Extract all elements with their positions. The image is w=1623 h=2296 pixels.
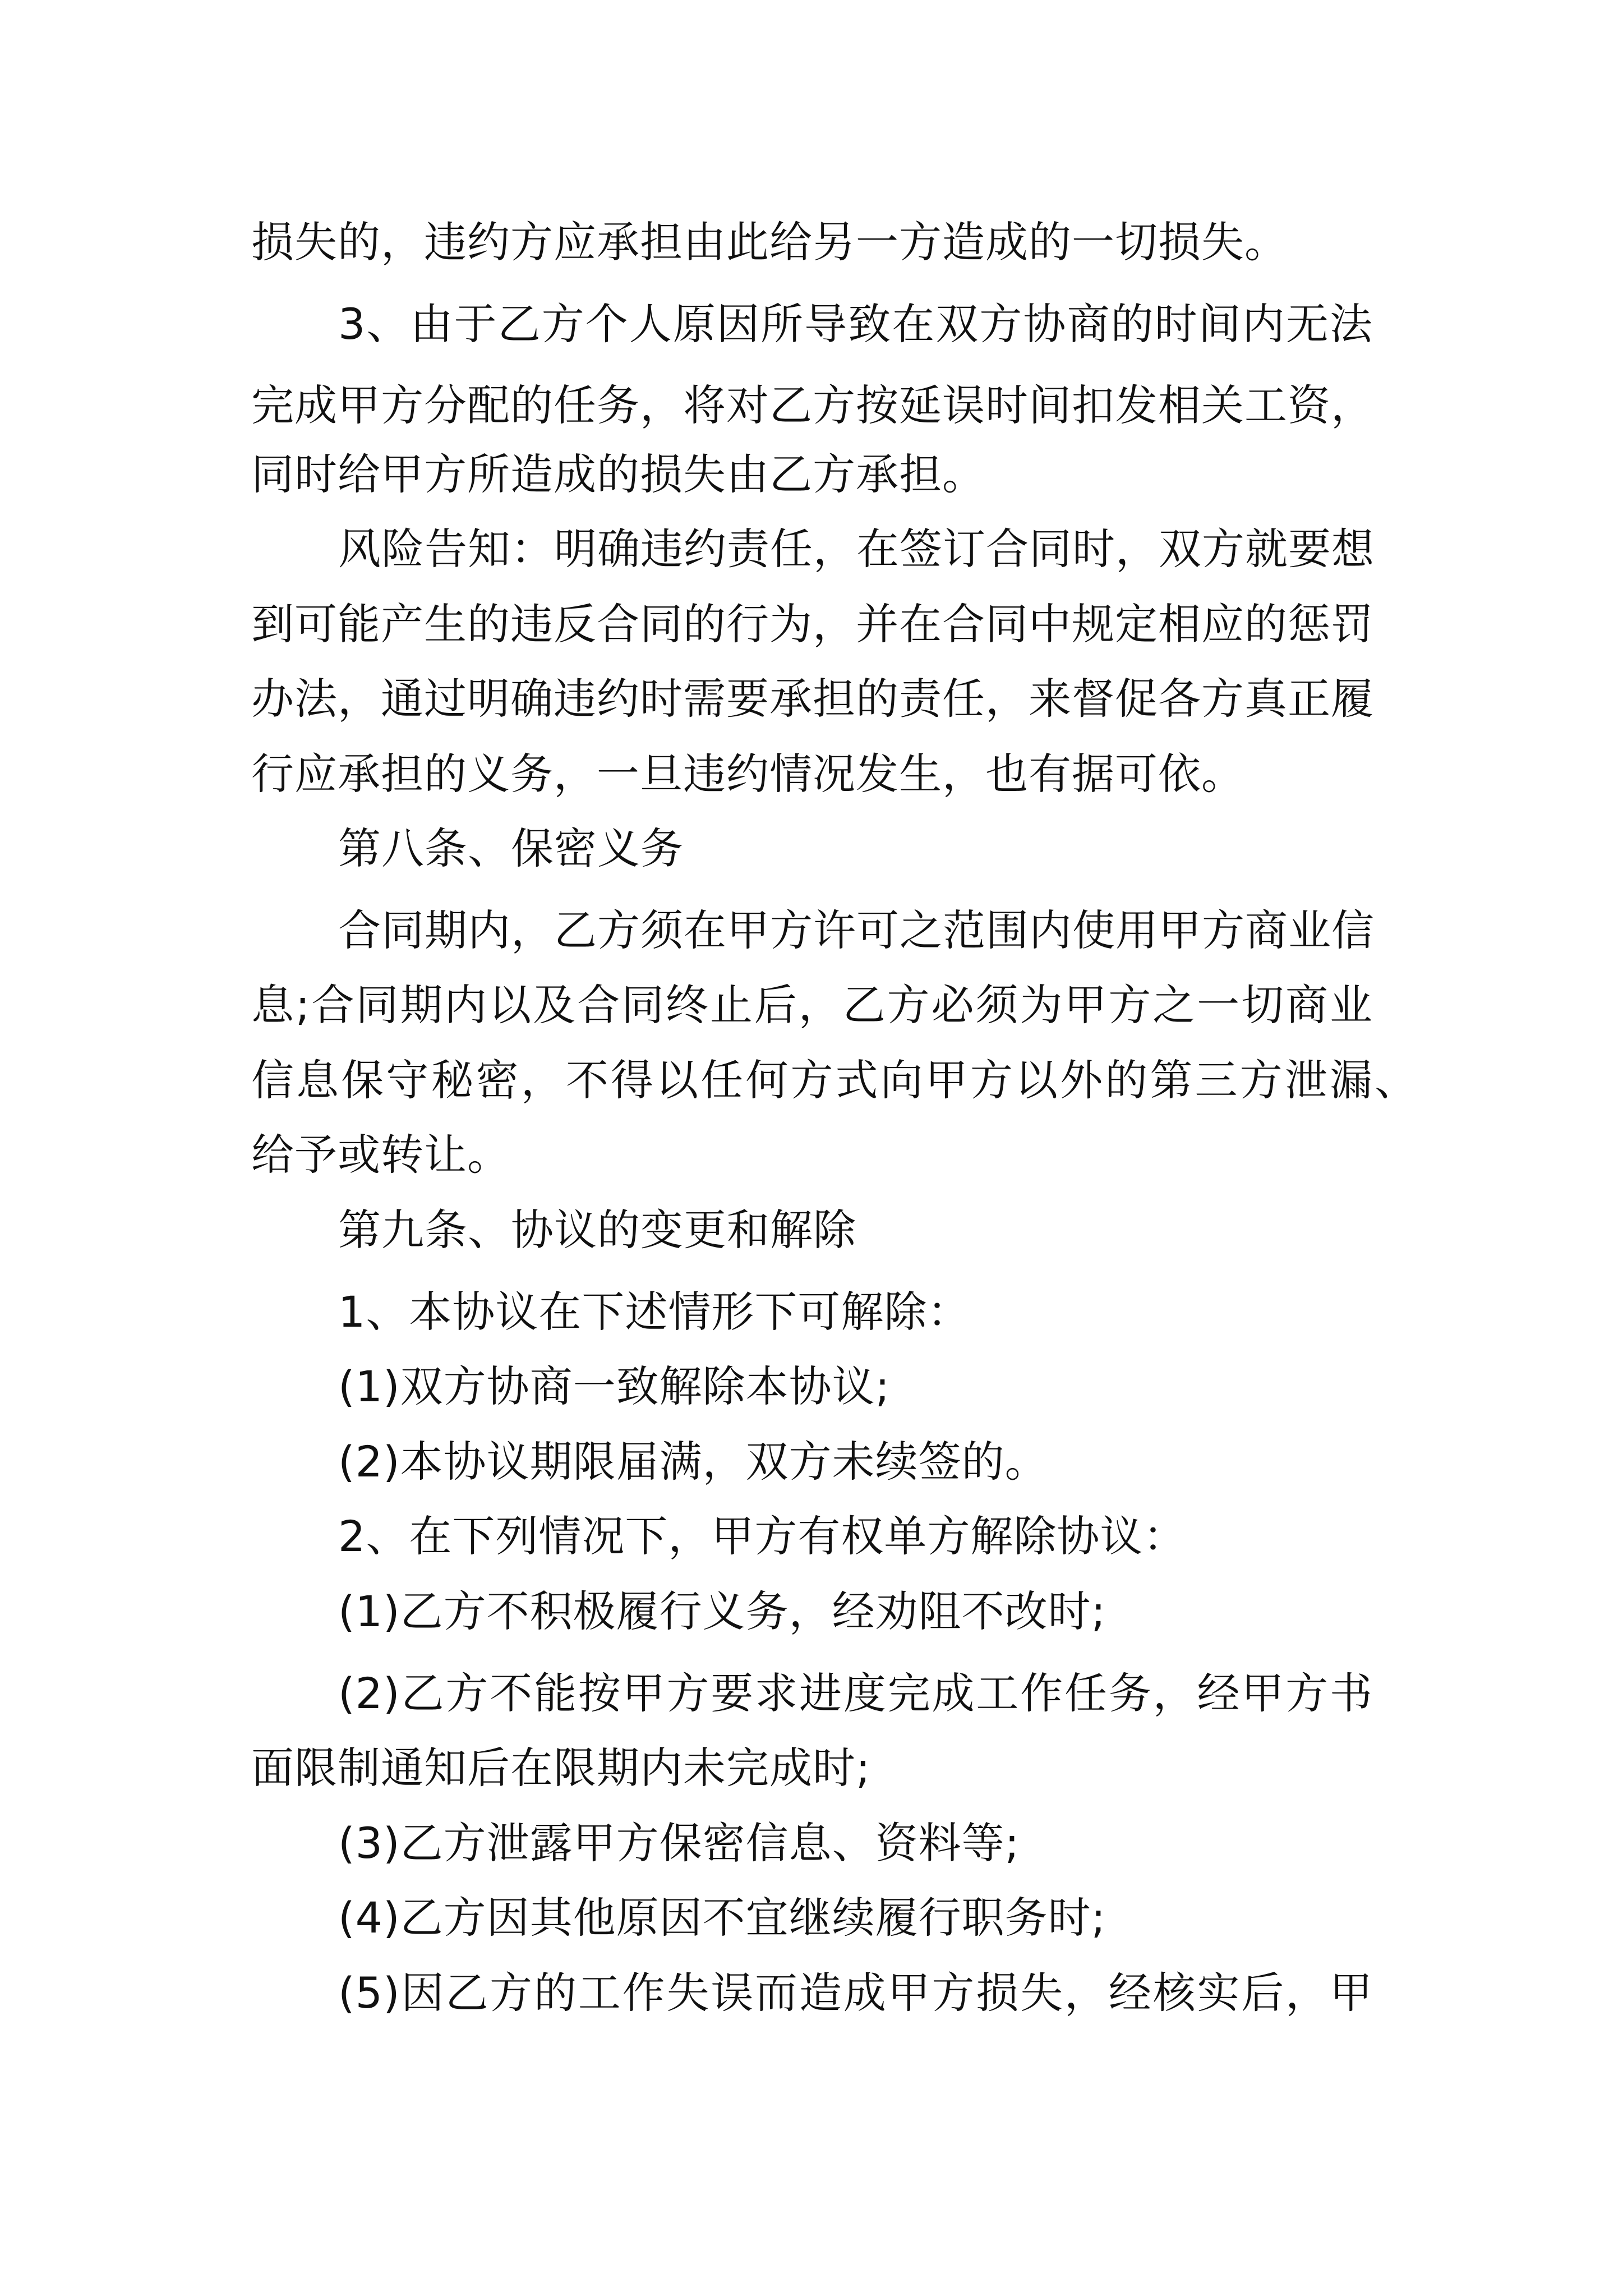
text-line: 息;合同期内以及合同终止后，乙方必须为甲方之一切商业 <box>251 980 1373 1030</box>
section-heading: 第九条、协议的变更和解除 <box>338 1205 856 1255</box>
text-line: (1)乙方不积极履行义务，经劝阻不改时; <box>338 1586 1106 1636</box>
text-line: (2)本协议期限届满，双方未续签的。 <box>338 1437 1048 1487</box>
section-heading: 第八条、保密义务 <box>338 823 684 873</box>
text-line: 完成甲方分配的任务，将对乙方按延误时间扣发相关工资， <box>251 380 1374 430</box>
text-line: 1、本协议在下述情形下可解除： <box>338 1287 971 1337</box>
text-line: (2)乙方不能按甲方要求进度完成工作任务，经甲方书 <box>338 1668 1373 1718</box>
text-line: 行应承担的义务，一旦违约情况发生，也有据可依。 <box>251 749 1244 799</box>
text-line: 合同期内，乙方须在甲方许可之范围内使用甲方商业信 <box>338 905 1375 955</box>
text-line: 风险告知：明确违约责任，在签订合同时，双方就要想 <box>338 524 1375 574</box>
text-line: 面限制通知后在限期内未完成时; <box>251 1743 871 1793</box>
text-line: 信息保守秘密，不得以任何方式向甲方以外的第三方泄漏、 <box>251 1055 1418 1105</box>
text-line: (3)乙方泄露甲方保密信息、资料等; <box>338 1818 1020 1868</box>
text-line: 办法，通过明确违约时需要承担的责任，来督促各方真正履 <box>251 674 1374 724</box>
text-line: 给予或转让。 <box>251 1130 510 1180</box>
text-line: (5)因乙方的工作失误而造成甲方损失，经核实后，甲 <box>338 1968 1373 2018</box>
text-line: 到可能产生的违反合同的行为，并在合同中规定相应的惩罚 <box>251 599 1374 649</box>
text-line: 2、在下列情况下，甲方有权单方解除协议： <box>338 1511 1187 1561</box>
text-line: 3、由于乙方个人原因所导致在双方协商的时间内无法 <box>338 299 1373 349</box>
text-line: (1)双方协商一致解除本协议; <box>338 1361 891 1411</box>
text-line: (4)乙方因其他原因不宜继续履行职务时; <box>338 1893 1106 1943</box>
text-line: 同时给甲方所造成的损失由乙方承担。 <box>251 449 985 499</box>
text-line: 损失的，违约方应承担由此给另一方造成的一切损失。 <box>251 217 1288 267</box>
